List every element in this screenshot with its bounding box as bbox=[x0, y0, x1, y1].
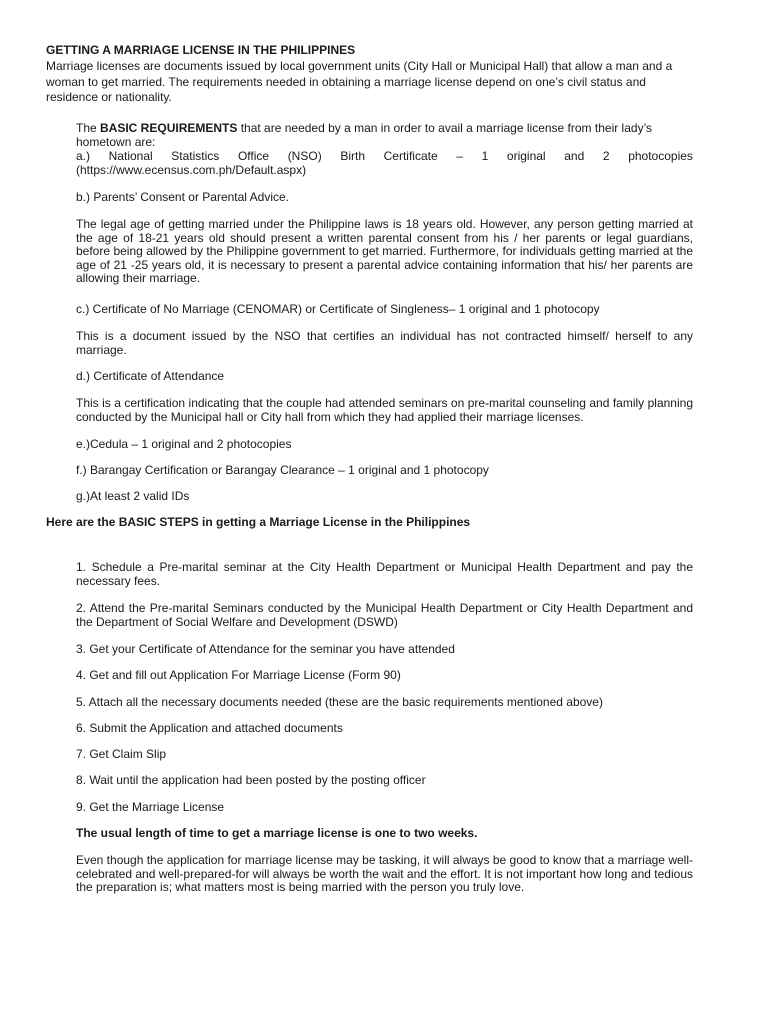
step-1: 1. Schedule a Pre-marital seminar at the City Health Department or Municipal Health Department and pay the necessary fees. bbox=[76, 560, 693, 588]
step-6: 6. Submit the Application and attached documents bbox=[76, 721, 343, 735]
step-7: 7. Get Claim Slip bbox=[76, 747, 167, 761]
step-9: 9. Get the Marriage License bbox=[76, 800, 225, 814]
basic-steps-heading: Here are the BASIC STEPS in getting a Marriage License in the Philippines bbox=[46, 515, 471, 529]
requirement-a-word: National bbox=[108, 149, 153, 163]
legal-age-paragraph: The legal age of getting married under the Philippine laws is 18 years old. However, any person getting married at the age of 18-21 years old should present a written parental consent from his / her parents or legal guardians, before being allowed by the Philippine government to get married. Furthermore, for individuals getting married at the age of 21 -25 years old, it is necessary to present a parental advice containing information that his/ her parents are allowing their marriage. bbox=[76, 217, 693, 285]
requirement-f: f.) Barangay Certification or Barangay Clearance – 1 original and 1 photocopy bbox=[76, 463, 489, 477]
intro-line-2: woman to get married. The requirements needed in obtaining a marriage license depend on one’s civil status and bbox=[46, 74, 646, 89]
requirement-b: b.) Parents’ Consent or Parental Advice. bbox=[76, 190, 289, 204]
requirements-lead bbox=[76, 122, 693, 149]
usual-length-note: The usual length of time to get a marriage license is one to two weeks. bbox=[76, 826, 478, 840]
requirements-lead-line-2: hometown are: bbox=[76, 134, 156, 149]
requirement-a-word: Certificate bbox=[383, 149, 438, 163]
requirements-lead-post: that are needed by a man in order to avail a marriage license from their lady’s bbox=[237, 121, 653, 135]
requirement-a-word: Office bbox=[237, 149, 270, 163]
step-3: 3. Get your Certificate of Attendance for the seminar you have attended bbox=[76, 642, 455, 656]
requirement-d: d.) Certificate of Attendance bbox=[76, 369, 225, 383]
requirement-a-word: 1 bbox=[481, 149, 489, 163]
step-5: 5. Attach all the necessary documents needed (these are the basic requirements mentioned above) bbox=[76, 695, 603, 709]
requirement-c: c.) Certificate of No Marriage (CENOMAR) or Certificate of Singleness– 1 original and 1 photocopy bbox=[76, 302, 600, 316]
requirement-a-word: and bbox=[564, 149, 585, 163]
basic-requirements-label: BASIC REQUIREMENTS bbox=[100, 121, 238, 135]
requirement-a-word: Birth bbox=[340, 149, 365, 163]
requirements-lead-text bbox=[76, 122, 652, 136]
closing-paragraph: Even though the application for marriage license may be tasking, it will always be good to know that a marriage well-celebrated and well-prepared-for will always be worth the wait and the effort. It is not important how long and tedious the preparation is; what matters most is being married with the person you truly love. bbox=[76, 853, 693, 894]
requirement-a-line-1 bbox=[76, 150, 693, 164]
attendance-paragraph: This is a certification indicating that the couple had attended seminars on pre-marital counseling and family planning conducted by the Municipal hall or City hall from which they had applied their marriage licenses. bbox=[76, 396, 693, 424]
step-4: 4. Get and fill out Application For Marriage License (Form 90) bbox=[76, 668, 401, 682]
requirement-g: g.)At least 2 valid IDs bbox=[76, 489, 190, 503]
document-title: GETTING A MARRIAGE LICENSE IN THE PHILIPPINES bbox=[46, 43, 356, 57]
requirement-a-word: 2 bbox=[602, 149, 610, 163]
requirements-lead-pre: The bbox=[76, 121, 101, 135]
requirement-a-word: original bbox=[506, 149, 546, 163]
requirement-a-word: a.) bbox=[76, 149, 91, 163]
requirement-a-word: Statistics bbox=[171, 149, 220, 163]
requirement-a-word: – bbox=[456, 149, 463, 163]
intro-paragraph bbox=[46, 59, 706, 106]
requirement-e: e.)Cedula – 1 original and 2 photocopies bbox=[76, 437, 292, 451]
cenomar-paragraph: This is a document issued by the NSO that certifies an individual has not contracted himself/ herself to any marriage. bbox=[76, 329, 693, 357]
intro-line-1: Marriage licenses are documents issued by local government units (City Hall or Municipal Hall) that allow a man and a bbox=[46, 59, 673, 73]
step-2: 2. Attend the Pre-marital Seminars conducted by the Municipal Health Department or City Health Department and the Department of Social Welfare and Development (DSWD) bbox=[76, 601, 693, 629]
requirement-a-url: (https://www.ecensus.com.ph/Default.aspx) bbox=[76, 162, 307, 177]
requirement-a-word: photocopies bbox=[628, 149, 693, 163]
requirement-a bbox=[76, 150, 693, 177]
intro-line-3: residence or nationality. bbox=[46, 90, 172, 104]
step-8: 8. Wait until the application had been posted by the posting officer bbox=[76, 773, 426, 787]
requirement-a-word: (NSO) bbox=[287, 149, 322, 163]
